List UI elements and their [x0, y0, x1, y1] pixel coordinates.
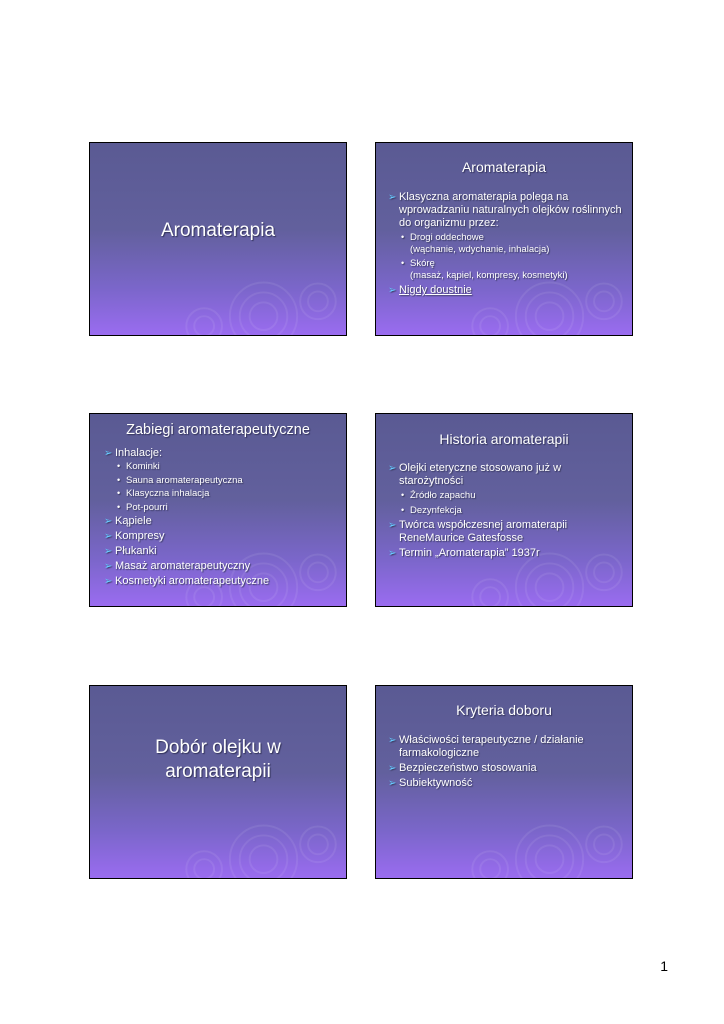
slide-title: Kryteria doboru — [456, 702, 552, 718]
arrow-bullet-icon: ➢ — [104, 546, 113, 557]
arrow-bullet-icon: ➢ — [104, 448, 113, 459]
dot-bullet-icon: • — [117, 488, 121, 498]
sub-bullet-item: • Pot-pourri — [117, 501, 168, 513]
bullet-item: ➢ Płukanki — [104, 545, 157, 557]
sub-bullet-item: • Dezynfekcja — [401, 504, 462, 516]
slide-2 — [375, 142, 633, 336]
bullet-item: ➢ Bezpieczeństwo stosowania — [388, 762, 537, 774]
bullet-item[interactable] — [388, 284, 624, 297]
slide-content — [388, 462, 624, 562]
dot-bullet-icon: • — [117, 461, 121, 471]
slide-3 — [89, 413, 347, 607]
sub-bullet-item: • Kominki — [117, 461, 160, 472]
dot-bullet-icon: • — [401, 490, 405, 500]
bullet-item: ➢ Właściwości terapeutyczne / działanie farmakologiczne — [388, 734, 584, 759]
bullet-item: ➢ Kompresy — [104, 530, 165, 542]
arrow-bullet-icon: ➢ — [388, 763, 397, 774]
dot-bullet-icon: • — [117, 501, 121, 512]
bullet-item: ➢ Inhalacje: — [104, 447, 163, 459]
slide-1 — [89, 142, 347, 336]
bullet-link[interactable]: Nigdy doustnie — [399, 284, 472, 296]
bullet-item: ➢ Subiektywność — [388, 777, 473, 789]
dot-bullet-icon: • — [401, 504, 405, 515]
bullet-item: ➢ Masaż aromaterapeutyczny — [104, 560, 251, 572]
arrow-bullet-icon: ➢ — [388, 463, 397, 474]
slide-content — [388, 191, 624, 299]
sub-bullet-item: • Źródło zapachu — [401, 490, 476, 501]
arrow-bullet-icon: ➢ — [104, 531, 113, 542]
sub-bullet-item: • Skórę (masaż, kąpiel, kompresy, kosmetyki) — [401, 258, 568, 281]
arrow-bullet-icon: ➢ — [388, 192, 397, 203]
sub-bullet-item: • Sauna aromaterapeutyczna — [117, 474, 243, 486]
arrow-bullet-icon: ➢ — [388, 548, 397, 559]
arrow-bullet-icon: ➢ — [388, 520, 397, 531]
dot-bullet-icon: • — [401, 232, 405, 242]
bullet-item: ➢ Klasyczna aromaterapia polega na wprowadzaniu naturalnych olejków roślinnych do organizmu przez: — [388, 191, 622, 229]
bullet-item: ➢ Kąpiele — [104, 515, 152, 527]
dot-bullet-icon: • — [401, 258, 405, 268]
slide-content — [104, 447, 338, 590]
arrow-bullet-icon: ➢ — [104, 516, 113, 527]
slide-6 — [375, 685, 633, 879]
slide-5 — [89, 685, 347, 879]
bullet-item: ➢ Kosmetyki aromaterapeutyczne — [104, 575, 270, 587]
arrow-bullet-icon: ➢ — [388, 285, 397, 296]
slide-content — [388, 734, 624, 792]
arrow-bullet-icon: ➢ — [388, 735, 397, 746]
dot-bullet-icon: • — [117, 474, 121, 485]
bullet-item: ➢ Olejki eteryczne stosowano już w starożytności — [388, 462, 562, 487]
slide-4 — [375, 413, 633, 607]
sub-bullet-item: • Drogi oddechowe (wąchanie, wdychanie, inhalacja) — [401, 232, 550, 255]
page-number: 1 — [660, 958, 668, 974]
bullet-item: ➢ Twórca współczesnej aromaterapii ReneMaurice Gatesfosse — [388, 519, 568, 544]
arrow-bullet-icon: ➢ — [104, 561, 113, 572]
slide-title: Dobór olejku w aromaterapii — [155, 737, 281, 782]
arrow-bullet-icon: ➢ — [388, 778, 397, 789]
slide-title: Historia aromaterapii — [439, 431, 569, 447]
arrow-bullet-icon: ➢ — [104, 576, 113, 587]
slide-title: Zabiegi aromaterapeutyczne — [126, 422, 310, 438]
sub-bullet-item: • Klasyczna inhalacja — [117, 488, 210, 499]
bullet-item: ➢ Termin „Aromaterapia” 1937r — [388, 547, 540, 559]
slide-title: Aromaterapia — [160, 220, 276, 241]
slide-title: Aromaterapia — [461, 159, 547, 175]
